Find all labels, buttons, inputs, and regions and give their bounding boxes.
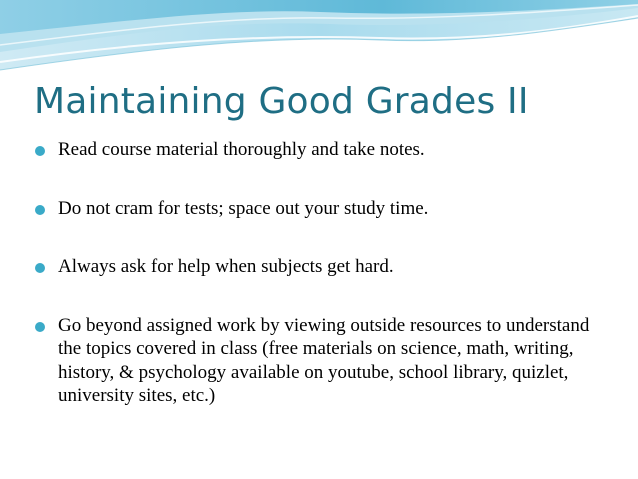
bullet-text: Read course material thoroughly and take notes. [58,139,425,160]
bullet-item-no-cramming [34,197,614,221]
wave-header-decoration [0,0,638,80]
bullet-dot-icon [35,263,45,273]
bullet-text: Always ask for help when subjects get hard. [58,256,394,277]
bullet-item-outside-resources [34,314,614,408]
bullet-dot-icon [35,205,45,215]
bullet-text: Do not cram for tests; space out your study time. [58,197,429,219]
slide-title: Maintaining Good Grades II [34,81,529,122]
bullet-dot-icon [35,322,45,332]
bullet-dot-icon [35,146,45,156]
bullet-list [34,138,614,408]
bullet-text: Go beyond assigned work by viewing outside resources to understand the topics covered in class (free materials on science, math, writing, history, & psychology available on youtube, school library, quizlet, university sites, etc.) [58,314,590,406]
bullet-item-ask-for-help [34,255,614,279]
bullet-item-read-material [34,138,614,162]
